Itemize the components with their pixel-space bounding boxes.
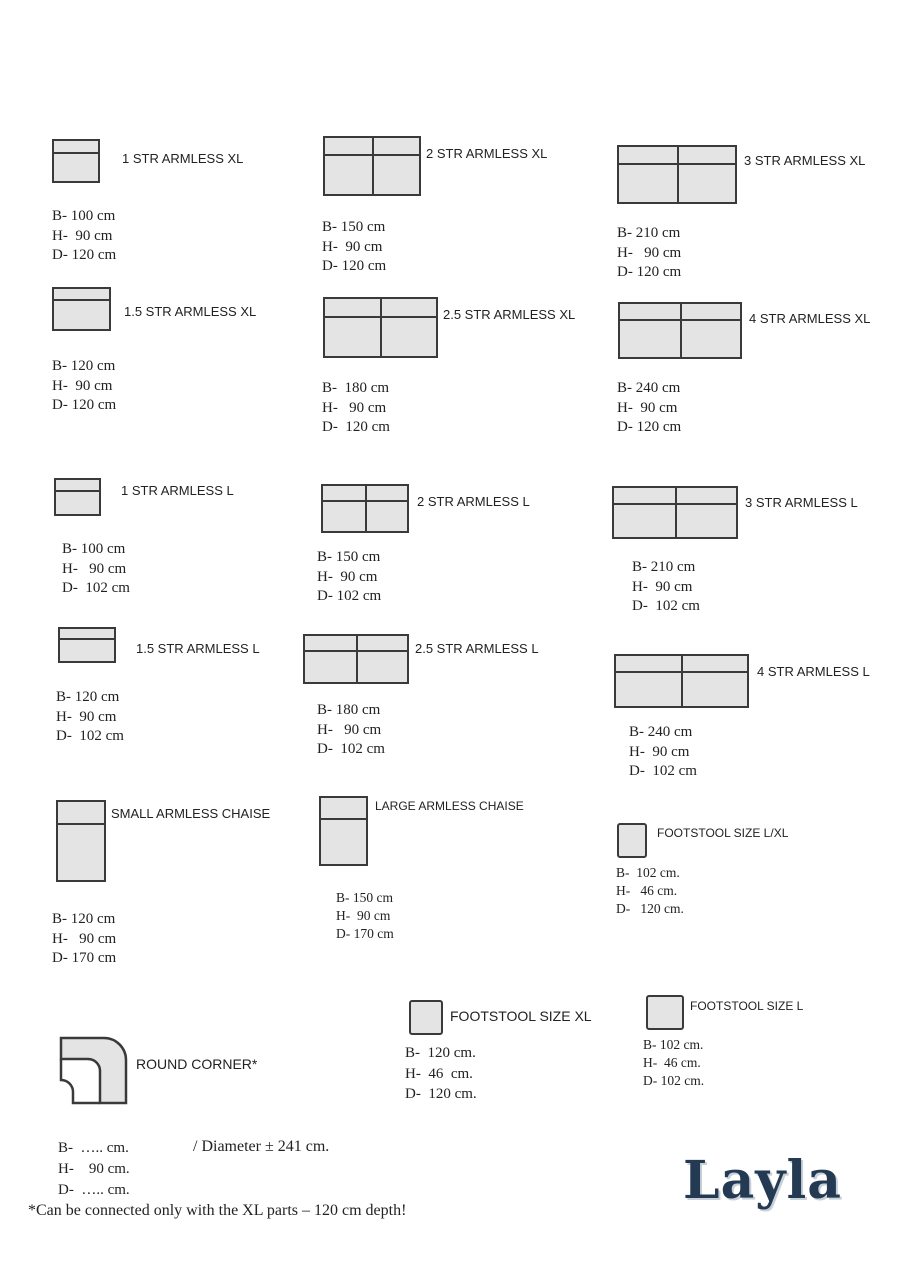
footstool-diagram-l <box>646 995 684 1030</box>
item-dimensions: B- 150 cm H- 90 cm D- 120 cm <box>322 219 387 274</box>
item-dimensions: B- 240 cm H- 90 cm D- 102 cm <box>629 724 697 779</box>
item-label: FOOTSTOOL SIZE XL <box>450 1008 592 1024</box>
item-label: 4 STR ARMLESS XL <box>749 311 871 326</box>
footstool-diagram-l-xl <box>617 823 647 858</box>
item-dimensions: B- 150 cm H- 90 cm D- 102 cm <box>317 549 382 604</box>
item-label: 3 STR ARMLESS XL <box>744 153 866 168</box>
chaise-diagram-large <box>319 796 368 866</box>
item-label: SMALL ARMLESS CHAISE <box>111 806 271 821</box>
item-dimensions: B- 120 cm. H- 46 cm. D- 120 cm. <box>405 1045 477 1102</box>
footstool-diagram-xl <box>409 1000 443 1035</box>
sofa-diagram-1-5-str-l <box>58 627 116 663</box>
item-label: 1 STR ARMLESS XL <box>122 151 244 166</box>
item-dimensions: B- 100 cm H- 90 cm D- 120 cm <box>52 208 117 263</box>
item-label: 4 STR ARMLESS L <box>757 664 870 679</box>
item-label: 2 STR ARMLESS L <box>417 494 530 509</box>
item-dimensions: B- 120 cm H- 90 cm D- 120 cm <box>52 358 117 413</box>
item-label: 1.5 STR ARMLESS L <box>136 641 260 656</box>
sofa-diagram-3-str-xl <box>617 145 737 204</box>
item-dimensions: B- 210 cm H- 90 cm D- 102 cm <box>632 559 700 614</box>
item-dimensions: B- 180 cm H- 90 cm D- 120 cm <box>322 380 390 435</box>
sofa-diagram-1-str-l <box>54 478 101 516</box>
item-label: 2 STR ARMLESS XL <box>426 146 548 161</box>
item-dimensions: B- 120 cm H- 90 cm D- 102 cm <box>56 689 124 744</box>
brand-logo: Layla <box>683 1150 842 1211</box>
item-dimensions: B- 240 cm H- 90 cm D- 120 cm <box>617 380 682 435</box>
round-corner-diameter: / Diameter ± 241 cm. <box>193 1138 330 1155</box>
item-label: FOOTSTOOL SIZE L/XL <box>657 826 789 840</box>
sofa-diagram-1-str-xl <box>52 139 100 183</box>
item-label: 3 STR ARMLESS L <box>745 495 858 510</box>
item-dimensions: B- 210 cm H- 90 cm D- 120 cm <box>617 225 682 280</box>
sofa-diagram-2-str-xl <box>323 136 421 196</box>
sofa-diagram-2-str-l <box>321 484 409 533</box>
item-dimensions: B- 120 cm H- 90 cm D- 170 cm <box>52 911 117 966</box>
item-dimensions: B- 100 cm H- 90 cm D- 102 cm <box>62 541 130 596</box>
item-dimensions: B- 150 cm H- 90 cm D- 170 cm <box>336 890 394 941</box>
sofa-diagram-4-str-xl <box>618 302 742 359</box>
sofa-diagram-1-5-str-xl <box>52 287 111 331</box>
sofa-diagram-2-5-str-xl <box>323 297 438 358</box>
item-label: 1.5 STR ARMLESS XL <box>124 304 257 319</box>
item-label: 2.5 STR ARMLESS XL <box>443 307 576 322</box>
item-label: 1 STR ARMLESS L <box>121 483 234 498</box>
sofa-diagram-2-5-str-l <box>303 634 409 684</box>
item-dimensions: B- 180 cm H- 90 cm D- 102 cm <box>317 702 385 757</box>
sofa-diagram-4-str-l <box>614 654 749 708</box>
sofa-diagram-3-str-l <box>612 486 738 539</box>
footnote: *Can be connected only with the XL parts – 120 cm depth! <box>28 1202 407 1219</box>
item-label: FOOTSTOOL SIZE L <box>690 999 804 1013</box>
item-label: 2.5 STR ARMLESS L <box>415 641 539 656</box>
item-label: ROUND CORNER* <box>136 1056 258 1072</box>
item-dimensions: B- 102 cm. H- 46 cm. D- 102 cm. <box>643 1037 705 1088</box>
chaise-diagram-small <box>56 800 106 882</box>
item-label: LARGE ARMLESS CHAISE <box>375 799 524 813</box>
item-dimensions: B- 102 cm. H- 46 cm. D- 120 cm. <box>616 865 684 916</box>
round-corner-diagram <box>58 1035 130 1107</box>
item-dimensions: B- ….. cm. H- 90 cm. D- ….. cm. <box>58 1140 130 1198</box>
